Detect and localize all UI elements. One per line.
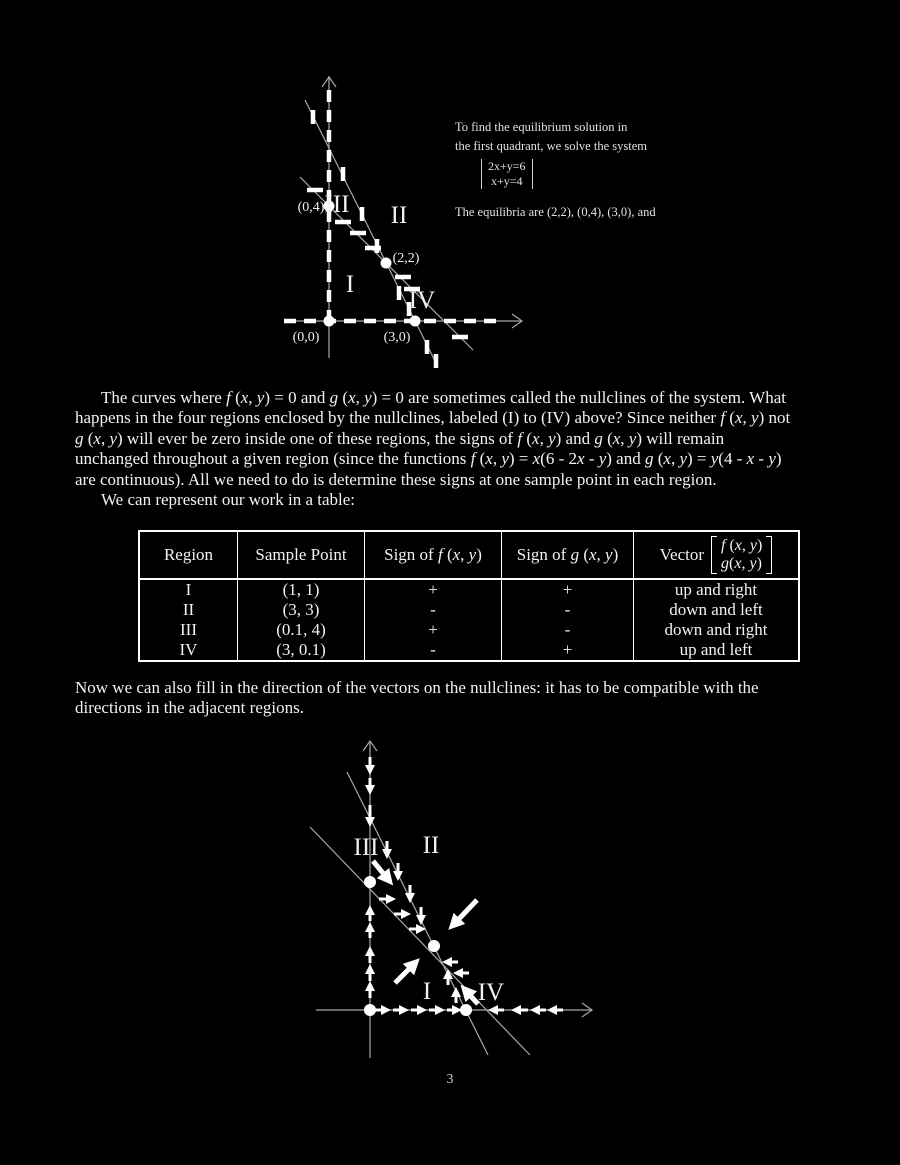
region-II-arrow-down-left [455, 900, 477, 923]
matrix-entry-f: f (x, y) [721, 537, 763, 554]
cell-sign-f: + [365, 620, 502, 640]
region-III-arrow-down-right [373, 861, 387, 878]
cell-sign-f: - [365, 640, 502, 661]
equilibria-result-line: The equilibria are (2,2), (0,4), (3,0), and [455, 205, 656, 219]
cell-region: I [185, 580, 192, 599]
system-equations [482, 159, 532, 189]
region-I-arrow-up-right [395, 965, 413, 983]
equilibrium-point-2-2 [381, 258, 392, 269]
region-label-II: II [422, 832, 440, 859]
cell-region: II [182, 600, 195, 619]
region-label-I: I [345, 271, 355, 298]
cell-vector: up and right [634, 579, 800, 600]
column-header-vector [634, 531, 800, 579]
point-label-3-0: (3,0) [383, 330, 411, 345]
region-label-IV: IV [408, 287, 436, 314]
cell-vector: down and right [634, 620, 800, 640]
cell-vector: up and left [634, 640, 800, 661]
paragraph-line: g (x, y) will ever be zero inside one of these regions, the signs of f (x, y) and g (x, y) will remain [75, 428, 725, 448]
table-row [139, 640, 799, 661]
region-label-II: II [390, 202, 408, 229]
table-row [139, 600, 799, 620]
table-row [139, 620, 799, 640]
paragraph-line: We can represent our work in a table: [101, 490, 355, 510]
table-row [139, 579, 799, 600]
equilibrium-point-0-4 [364, 876, 376, 888]
equilibrium-point-origin [324, 316, 335, 327]
cell-sample-point: (0.1, 4) [238, 620, 365, 640]
page-number: 3 [446, 1072, 454, 1087]
note-line: the first quadrant, we solve the system [455, 139, 647, 153]
column-header-sample-point: Sample Point [238, 531, 365, 579]
main-paragraph [75, 388, 835, 510]
column-header-region: Region [139, 531, 238, 579]
cell-region: III [180, 620, 197, 639]
cell-region: IV [179, 640, 198, 659]
region-label-IV: IV [477, 979, 505, 1006]
system-equation-2: x+y=4 [491, 174, 523, 188]
paragraph-line: happens in the four regions enclosed by the nullclines, labeled (I) to (IV) above? Since neither f (x, y) not [75, 408, 791, 428]
equilibrium-point-3-0 [410, 316, 421, 327]
cell-sample-point: (3, 0.1) [238, 640, 365, 661]
cell-sign-g: - [502, 600, 634, 620]
cell-vector: down and left [634, 600, 800, 620]
second-paragraph [75, 678, 835, 719]
equilibrium-note [455, 118, 695, 222]
cell-sample-point: (1, 1) [238, 579, 365, 600]
equilibrium-point-3-0 [460, 1004, 472, 1016]
region-label-I: I [422, 978, 432, 1005]
nullcline-diagram-top [270, 70, 590, 380]
column-header-sign-f: Sign of f (x, y) [365, 531, 502, 579]
column-header-sign-g: Sign of g (x, y) [502, 531, 634, 579]
paragraph-line: The curves where f (x, y) = 0 and g (x, y) = 0 are sometimes called the nullclines of the system. What [101, 388, 786, 407]
signs-table [138, 530, 800, 662]
system-equation-1: 2x+y=6 [488, 159, 526, 173]
region-label-III: III [353, 834, 379, 861]
region-label-III: III [324, 191, 350, 218]
nullcline-g-line [310, 827, 530, 1055]
vector-matrix [711, 536, 772, 574]
cell-sign-f: + [365, 579, 502, 600]
point-label-0-0: (0,0) [292, 330, 320, 345]
equation-system [481, 159, 533, 189]
vector-label: Vector [659, 545, 705, 564]
note-line: To find the equilibrium solution in [455, 120, 628, 134]
paragraph-line: are continuous). All we need to do is determine these signs at one sample point in each region. [75, 469, 717, 489]
cell-sign-g: - [502, 620, 634, 640]
region-IV-arrow-up-left [467, 992, 478, 1004]
direction-field-diagram-bottom [300, 733, 600, 1063]
point-label-0-4: (0,4) [297, 200, 325, 215]
cell-sign-g: + [502, 579, 634, 600]
point-label-2-2: (2,2) [392, 251, 420, 266]
direction-arrows-small [370, 757, 563, 1010]
system-bar-right [532, 159, 533, 189]
matrix-entry-g: g(x, y) [721, 555, 762, 572]
paragraph-line: unchanged throughout a given region (since the functions f (x, y) = x(6 - 2x - y) and g (x, y) = y(4 - x - y) [75, 449, 782, 469]
cell-sample-point: (3, 3) [238, 600, 365, 620]
cell-sign-g: + [502, 640, 634, 661]
equilibrium-point-origin [364, 1004, 376, 1016]
matrix-bracket-right-icon [766, 536, 772, 574]
paragraph-line: Now we can also fill in the direction of the vectors on the nullclines: it has to be compatible with the [75, 678, 759, 697]
equilibrium-point-2-2 [428, 940, 440, 952]
paragraph-line: directions in the adjacent regions. [75, 698, 304, 718]
cell-sign-f: - [365, 600, 502, 620]
table-header-row [139, 531, 799, 579]
